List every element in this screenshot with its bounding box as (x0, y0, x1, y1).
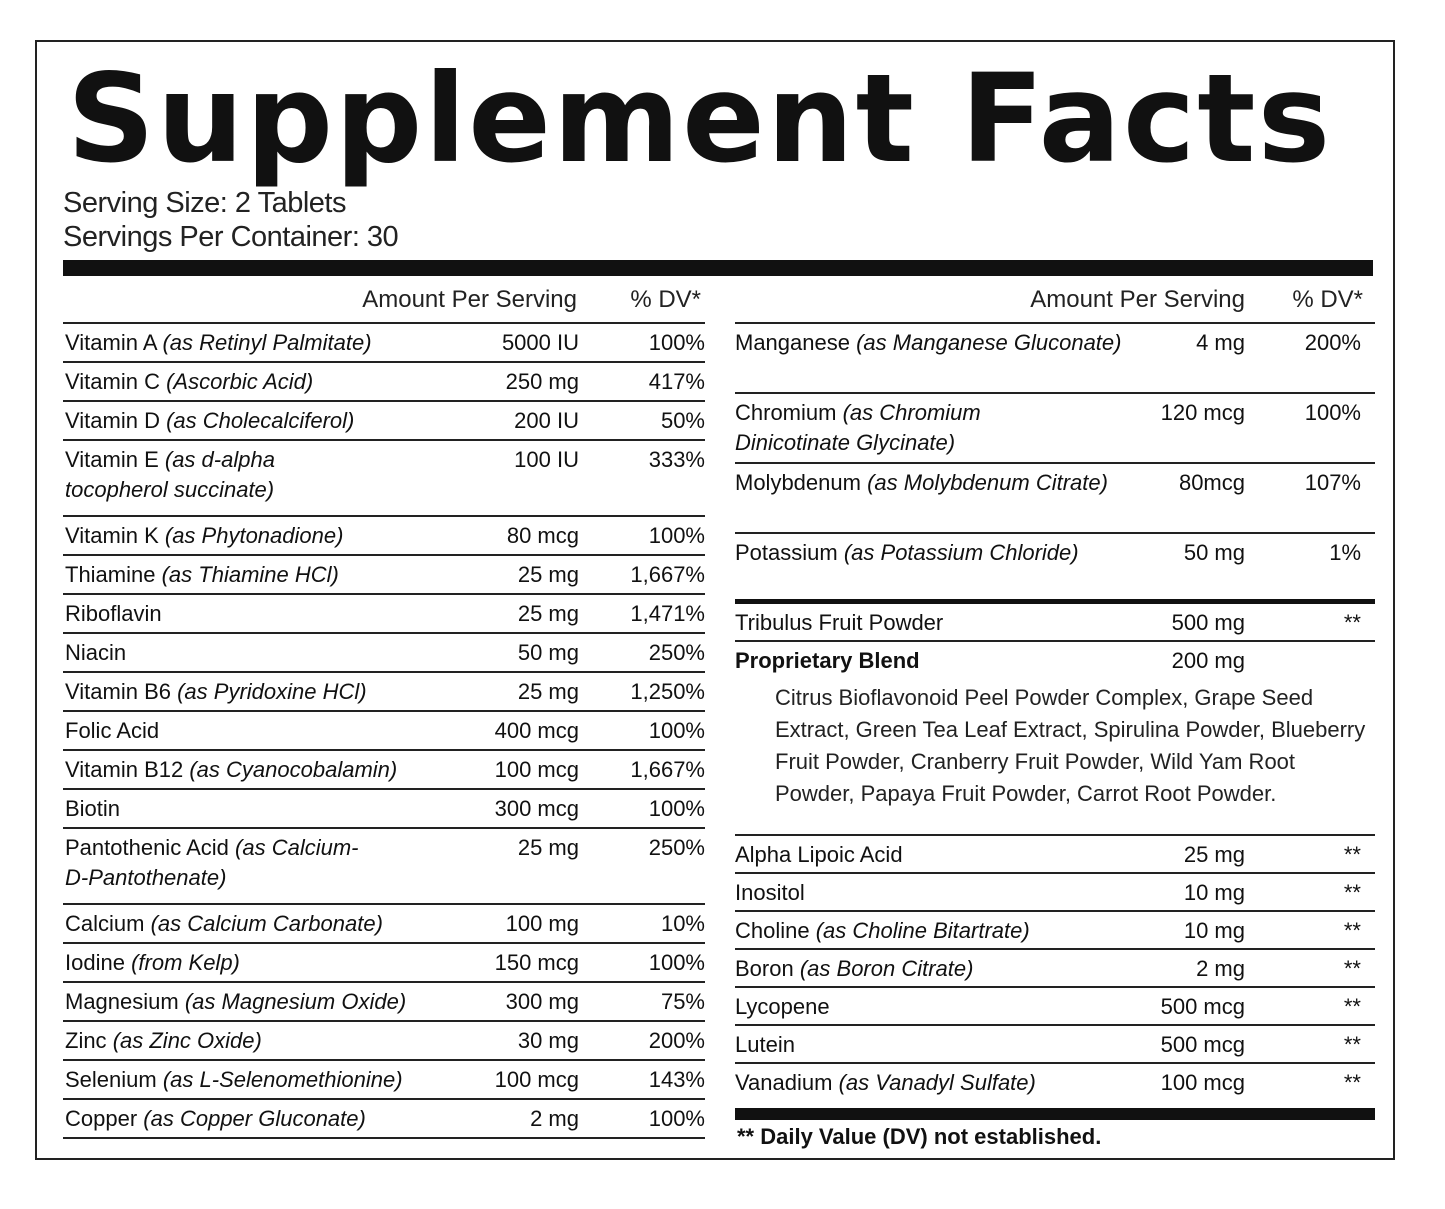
nutrient-label: Folic Acid (65, 718, 160, 743)
nutrient-name (735, 1068, 1135, 1098)
nutrient-label: Vitamin B6 (65, 679, 171, 704)
dv-value: 10% (660, 911, 705, 936)
left-column (63, 278, 705, 1139)
right-column (735, 278, 1375, 1102)
table-row (63, 1100, 705, 1139)
dv-value: ** (1343, 880, 1361, 905)
amount-value: 120 mcg (1160, 400, 1245, 425)
dv-value: ** (1343, 956, 1361, 981)
amount-value: 200 IU (514, 408, 579, 433)
amount-value: 25 mg (517, 601, 579, 626)
amount-value: 25 mg (517, 679, 579, 704)
nutrient-name (65, 599, 475, 629)
amount-value: 100 mcg (494, 757, 579, 782)
supplement-facts-panel (35, 40, 1395, 1160)
nutrient-name (735, 538, 1135, 568)
amount-value: 4 mg (1196, 330, 1245, 355)
nutrient-source: (from Kelp) (131, 950, 240, 975)
nutrient-label: Vitamin B12 (65, 757, 184, 782)
table-row (63, 1061, 705, 1100)
table-row (735, 1064, 1375, 1102)
nutrient-label: Thiamine (65, 562, 156, 587)
nutrient-name (65, 948, 475, 978)
table-row (735, 874, 1375, 912)
nutrient-source: (as Vanadyl Sulfate) (838, 1070, 1036, 1095)
nutrient-name (65, 367, 475, 397)
table-row (63, 517, 705, 556)
table-row (63, 441, 705, 517)
nutrient-name (65, 1065, 475, 1095)
dv-header: % DV* (1292, 286, 1363, 313)
dv-value: 1,250% (630, 679, 705, 704)
dv-value: ** (1343, 994, 1361, 1019)
amount-value: 300 mcg (494, 796, 579, 821)
nutrient-name (735, 916, 1135, 946)
nutrient-name (735, 646, 1135, 676)
nutrient-label: Boron (735, 956, 794, 981)
nutrient-label: Vitamin E (65, 447, 159, 472)
nutrient-name (65, 833, 475, 893)
amount-value: 500 mg (1171, 610, 1245, 635)
nutrient-source: (as L-Selenomethionine) (162, 1067, 403, 1092)
dv-value: ** (1343, 1070, 1361, 1095)
nutrient-source: (Ascorbic Acid) (166, 369, 314, 394)
nutrient-name (735, 468, 1135, 498)
column-header (735, 278, 1375, 324)
serving-info (63, 186, 398, 254)
nutrient-source: (as Potassium Chloride) (843, 540, 1079, 565)
dv-value: 250% (648, 835, 705, 860)
table-row (735, 1026, 1375, 1064)
dv-value: 1,667% (630, 562, 705, 587)
footnote: ** Daily Value (DV) not established. (737, 1124, 1102, 1149)
table-row (735, 988, 1375, 1026)
dv-value: 333% (648, 447, 705, 472)
table-row (63, 983, 705, 1022)
amount-value: 80mcg (1178, 470, 1245, 495)
dv-value: 250% (648, 640, 705, 665)
dv-value: ** (1343, 610, 1361, 635)
amount-value: 100 IU (514, 447, 579, 472)
dv-value: 107% (1304, 470, 1361, 495)
nutrient-label: Vitamin A (65, 330, 157, 355)
amount-value: 10 mg (1183, 880, 1245, 905)
nutrient-name (65, 521, 475, 551)
nutrient-name (65, 560, 475, 590)
amount-value: 5000 IU (501, 330, 579, 355)
nutrient-label: Potassium (735, 540, 838, 565)
nutrient-name (735, 328, 1135, 358)
nutrient-label: Lycopene (735, 994, 830, 1019)
dv-value: 50% (660, 408, 705, 433)
nutrient-name (735, 878, 1135, 908)
nutrient-label: Vanadium (735, 1070, 833, 1095)
nutrient-label: Proprietary Blend (735, 648, 920, 673)
amount-value: 25 mg (517, 562, 579, 587)
amount-value: 2 mg (1196, 956, 1245, 981)
servings-per-container: Servings Per Container: 30 (63, 221, 399, 253)
dv-value: 100% (648, 796, 705, 821)
nutrient-label: Pantothenic Acid (65, 835, 229, 860)
dv-value: 417% (648, 369, 705, 394)
nutrient-source: (as Cholecalciferol) (166, 408, 355, 433)
nutrient-name (65, 794, 475, 824)
nutrient-label: Chromium (735, 400, 837, 425)
nutrient-source: D-Pantothenate) (65, 865, 227, 890)
table-row (63, 1022, 705, 1061)
nutrient-source: tocopherol succinate) (65, 477, 275, 502)
table-row (735, 464, 1375, 534)
table-row (63, 634, 705, 673)
bottom-divider (735, 1108, 1375, 1120)
blend-ingredients: Citrus Bioflavonoid Peel Powder Complex, Grape Seed Extract, Green Tea Leaf Extract, Spirulina Powder, Blueberry Fruit Powder, Cranberry Fruit Powder, Wild Yam Root Powder, Papaya Fruit Powder, Carrot Root Powder. (775, 685, 1366, 806)
nutrient-source: (as Calcium Carbonate) (150, 911, 383, 936)
nutrient-name (65, 716, 475, 746)
nutrient-label: Selenium (65, 1067, 157, 1092)
nutrient-label: Vitamin D (65, 408, 160, 433)
nutrient-name (735, 398, 1135, 458)
amount-value: 300 mg (505, 989, 579, 1014)
nutrient-source: (as Molybdenum Citrate) (867, 470, 1108, 495)
amount-value: 100 mcg (1160, 1070, 1245, 1095)
dv-value: 200% (1304, 330, 1361, 355)
top-divider (63, 260, 1373, 276)
dv-value: 200% (648, 1028, 705, 1053)
nutrient-name (65, 328, 475, 358)
nutrient-source: (as Boron Citrate) (799, 956, 974, 981)
nutrient-source: (as Choline Bitartrate) (815, 918, 1030, 943)
table-row (63, 751, 705, 790)
nutrient-name (65, 909, 475, 939)
amount-value: 100 mcg (494, 1067, 579, 1092)
amount-value: 25 mg (1183, 842, 1245, 867)
dv-value: 100% (648, 718, 705, 743)
nutrient-name (65, 987, 475, 1017)
dv-value: 143% (648, 1067, 705, 1092)
table-row (735, 394, 1375, 464)
table-row (735, 836, 1375, 874)
nutrient-source: (as Phytonadione) (164, 523, 344, 548)
nutrient-name (65, 445, 475, 505)
amount-value: 500 mcg (1160, 994, 1245, 1019)
nutrient-label: Inositol (735, 880, 805, 905)
nutrient-label: Manganese (735, 330, 850, 355)
dv-value: 75% (660, 989, 705, 1014)
amount-value: 80 mcg (506, 523, 579, 548)
amount-header: Amount Per Serving (1030, 286, 1245, 313)
dv-value: 100% (648, 950, 705, 975)
nutrient-label: Magnesium (65, 989, 179, 1014)
nutrient-name (65, 406, 475, 436)
nutrient-label: Biotin (65, 796, 121, 821)
table-row (63, 829, 705, 905)
nutrient-name (65, 755, 475, 785)
table-row (63, 402, 705, 441)
nutrient-source: (as Copper Gluconate) (143, 1106, 366, 1131)
dv-value: ** (1343, 842, 1361, 867)
table-row (63, 905, 705, 944)
table-row (735, 912, 1375, 950)
nutrient-name (65, 1104, 475, 1134)
dv-value: 1% (1329, 540, 1361, 565)
table-row (735, 642, 1375, 836)
nutrient-source: (as Retinyl Palmitate) (162, 330, 372, 355)
nutrient-name (735, 840, 1135, 870)
nutrient-label: Molybdenum (735, 470, 861, 495)
nutrient-source: (as d-alpha (164, 447, 275, 472)
amount-value: 400 mcg (494, 718, 579, 743)
nutrient-label: Lutein (735, 1032, 795, 1057)
amount-value: 500 mcg (1160, 1032, 1245, 1057)
table-row (63, 673, 705, 712)
table-row (735, 324, 1375, 394)
amount-value: 30 mg (517, 1028, 579, 1053)
amount-value: 200 mg (1171, 648, 1245, 673)
nutrient-source: (as Manganese Gluconate) (856, 330, 1122, 355)
dv-value: 100% (648, 330, 705, 355)
table-row (63, 363, 705, 402)
table-row (63, 324, 705, 363)
table-row (63, 556, 705, 595)
amount-value: 25 mg (517, 835, 579, 860)
dv-value: 100% (648, 1106, 705, 1131)
nutrient-label: Vitamin K (65, 523, 159, 548)
amount-value: 150 mcg (494, 950, 579, 975)
nutrient-name (65, 638, 475, 668)
nutrient-label: Choline (735, 918, 810, 943)
nutrient-source: Dinicotinate Glycinate) (735, 430, 956, 455)
table-row (735, 604, 1375, 642)
nutrient-label: Vitamin C (65, 369, 160, 394)
serving-size: Serving Size: 2 Tablets (63, 187, 346, 219)
nutrient-label: Copper (65, 1106, 138, 1131)
table-row (63, 944, 705, 983)
nutrient-source: (as Chromium (842, 400, 981, 425)
nutrient-source: (as Zinc Oxide) (112, 1028, 262, 1053)
nutrient-label: Alpha Lipoic Acid (735, 842, 903, 867)
table-row (735, 950, 1375, 988)
amount-value: 10 mg (1183, 918, 1245, 943)
dv-value: 1,471% (630, 601, 705, 626)
nutrient-label: Niacin (65, 640, 127, 665)
table-row (63, 595, 705, 634)
nutrient-source: (as Calcium- (235, 835, 359, 860)
dv-value: 100% (1304, 400, 1361, 425)
nutrient-label: Zinc (65, 1028, 107, 1053)
nutrient-source: (as Pyridoxine HCl) (177, 679, 367, 704)
page-title: Supplement Facts (67, 48, 1333, 190)
amount-value: 250 mg (505, 369, 579, 394)
nutrient-label: Calcium (65, 911, 145, 936)
nutrient-name (735, 1030, 1135, 1060)
nutrient-name (735, 954, 1135, 984)
nutrient-label: Riboflavin (65, 601, 162, 626)
nutrient-source: (as Thiamine HCl) (161, 562, 339, 587)
dv-value: ** (1343, 1032, 1361, 1057)
nutrient-source: (as Cyanocobalamin) (189, 757, 398, 782)
amount-value: 50 mg (1183, 540, 1245, 565)
amount-header: Amount Per Serving (362, 286, 577, 313)
nutrient-name (735, 992, 1135, 1022)
table-row (63, 790, 705, 829)
column-header (63, 278, 705, 324)
table-row (63, 712, 705, 751)
amount-value: 2 mg (530, 1106, 579, 1131)
nutrient-source: (as Magnesium Oxide) (184, 989, 407, 1014)
nutrient-name (735, 608, 1135, 638)
nutrient-label: Iodine (65, 950, 125, 975)
nutrient-name (65, 677, 475, 707)
dv-value: 100% (648, 523, 705, 548)
dv-value: 1,667% (630, 757, 705, 782)
dv-header: % DV* (630, 286, 701, 313)
dv-value: ** (1343, 918, 1361, 943)
amount-value: 100 mg (505, 911, 579, 936)
table-row (735, 534, 1375, 604)
nutrient-name (65, 1026, 475, 1056)
amount-value: 50 mg (517, 640, 579, 665)
nutrient-label: Tribulus Fruit Powder (735, 610, 944, 635)
